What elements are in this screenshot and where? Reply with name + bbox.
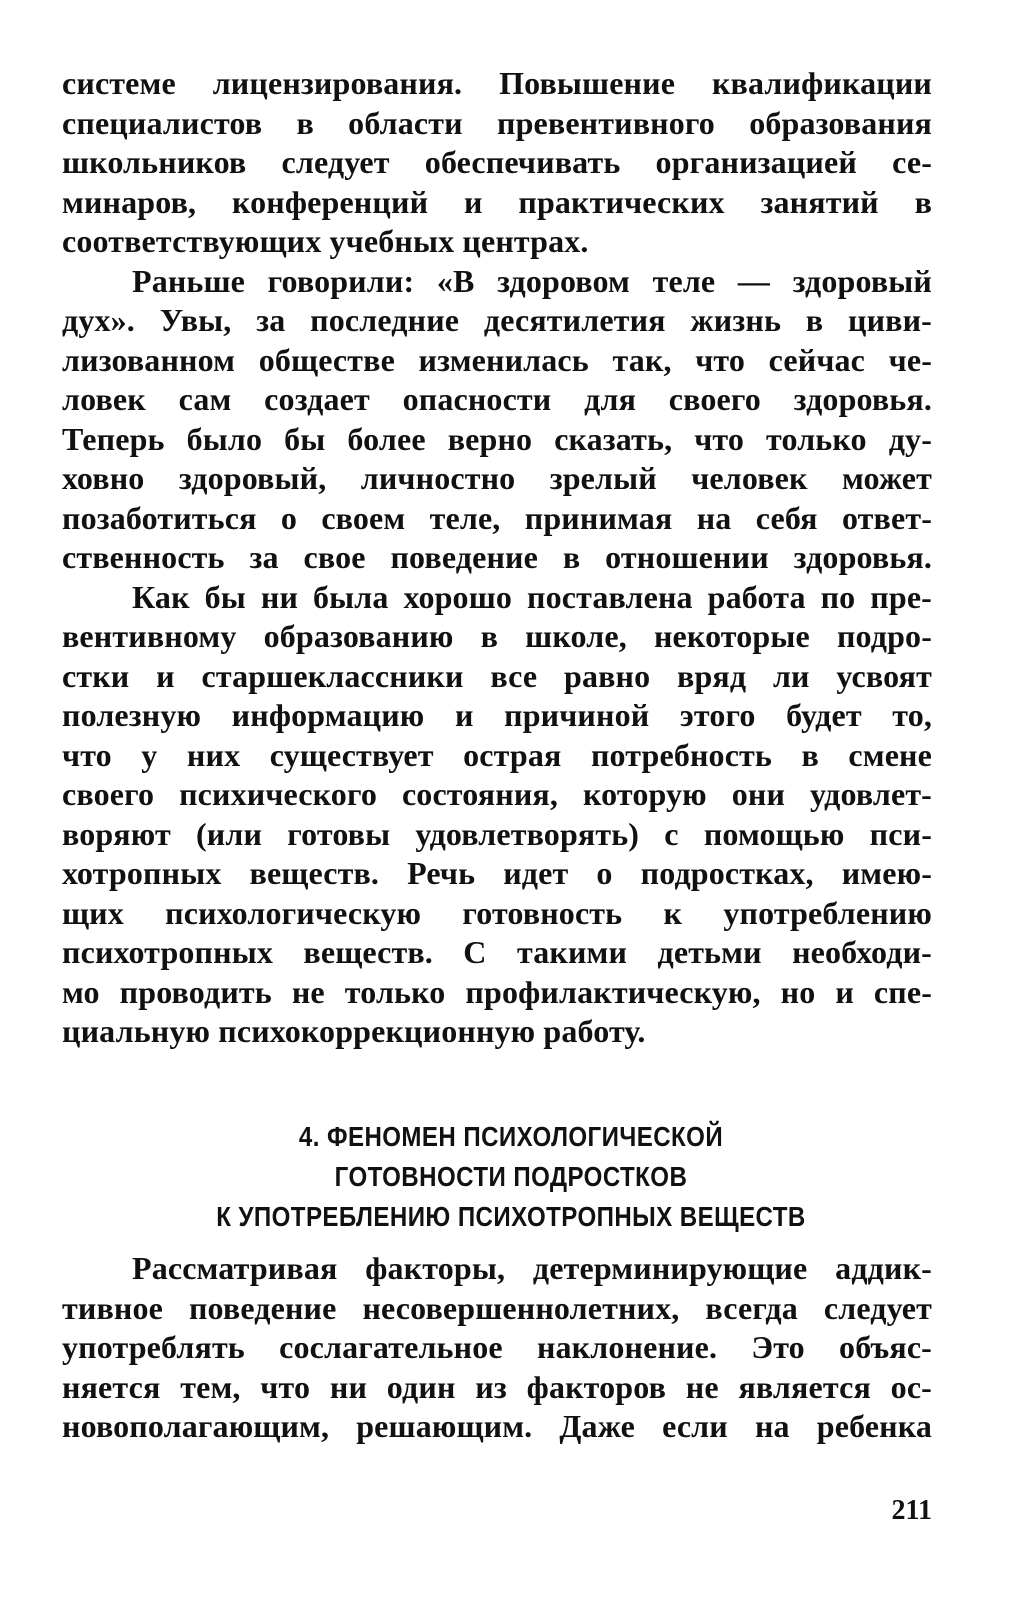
body-text-bottom	[62, 1249, 932, 1447]
text-line: Теперь было бы более верно сказать, что только ду-	[62, 420, 932, 457]
text-line: дух». Увы, за последние десятилетия жизнь в циви-	[62, 302, 932, 338]
text-line: Как бы ни была хорошо поставлена работа по пре-	[132, 578, 932, 615]
text-line: вентивному образованию в школе, некоторые подро-	[62, 618, 932, 654]
section-heading-line: 4. ФЕНОМЕН ПСИХОЛОГИЧЕСКОЙ	[298, 1121, 724, 1152]
text-line: мо проводить не только профилактическую, но и спе-	[62, 973, 932, 1010]
text-line: специалистов в области превентивного образования	[62, 104, 932, 141]
text-line: соответствующих учебных центрах.	[62, 223, 589, 259]
text-line: позаботиться о своем теле, принимая на себя ответ-	[62, 499, 932, 536]
text-line: школьников следует обеспечивать организацией се-	[62, 144, 932, 180]
text-line: минаров, конференций и практических занятий в	[62, 183, 932, 220]
text-line: Рассматривая факторы, детерминирующие аддик-	[132, 1250, 932, 1286]
body-text-top	[62, 64, 932, 1052]
text-line: тивное поведение несовершеннолетних, всегда следует	[62, 1289, 932, 1326]
text-line: ховно здоровый, личностно зрелый человек может	[62, 460, 932, 496]
text-line: что у них существует острая потребность в смене	[62, 736, 932, 773]
text-line: употреблять сослагательное наклонение. Это объяс-	[62, 1329, 932, 1365]
section-heading-line: ГОТОВНОСТИ ПОДРОСТКОВ	[334, 1161, 688, 1192]
text-line: щих психологическую готовность к употреблению	[62, 894, 932, 931]
section-heading-line: К УПОТРЕБЛЕНИЮ ПСИХОТРОПНЫХ ВЕЩЕСТВ	[216, 1201, 806, 1232]
text-line: няется тем, что ни один из факторов не является ос-	[62, 1368, 932, 1405]
text-line: циальную психокоррекционную работу.	[62, 1013, 646, 1049]
text-line: системе лицензирования. Повышение квалификации	[62, 65, 932, 101]
text-line: воряют (или готовы удовлетворять) с помощью пси-	[62, 815, 932, 852]
text-line: Раньше говорили: «В здоровом теле — здоровый	[132, 262, 932, 299]
text-line: лизованном обществе изменилась так, что сейчас че-	[62, 341, 932, 378]
text-line: хотропных веществ. Речь идет о подростках, имею-	[62, 855, 932, 891]
text-line: психотропных веществ. С такими детьми необходи-	[62, 934, 932, 970]
text-line: стки и старшеклассники все равно вряд ли усвоят	[62, 657, 932, 694]
text-line: полезную информацию и причиной этого будет то,	[62, 697, 932, 733]
page-number: 211	[891, 1495, 932, 1526]
text-line: ловек сам создает опасности для своего здоровья.	[62, 381, 932, 417]
section-heading	[0, 1117, 1022, 1237]
text-line: своего психического состояния, которую они удовлет-	[62, 776, 932, 812]
text-line: новополагающим, решающим. Даже если на ребенка	[62, 1408, 932, 1444]
text-line: ственность за свое поведение в отношении здоровья.	[62, 539, 932, 575]
